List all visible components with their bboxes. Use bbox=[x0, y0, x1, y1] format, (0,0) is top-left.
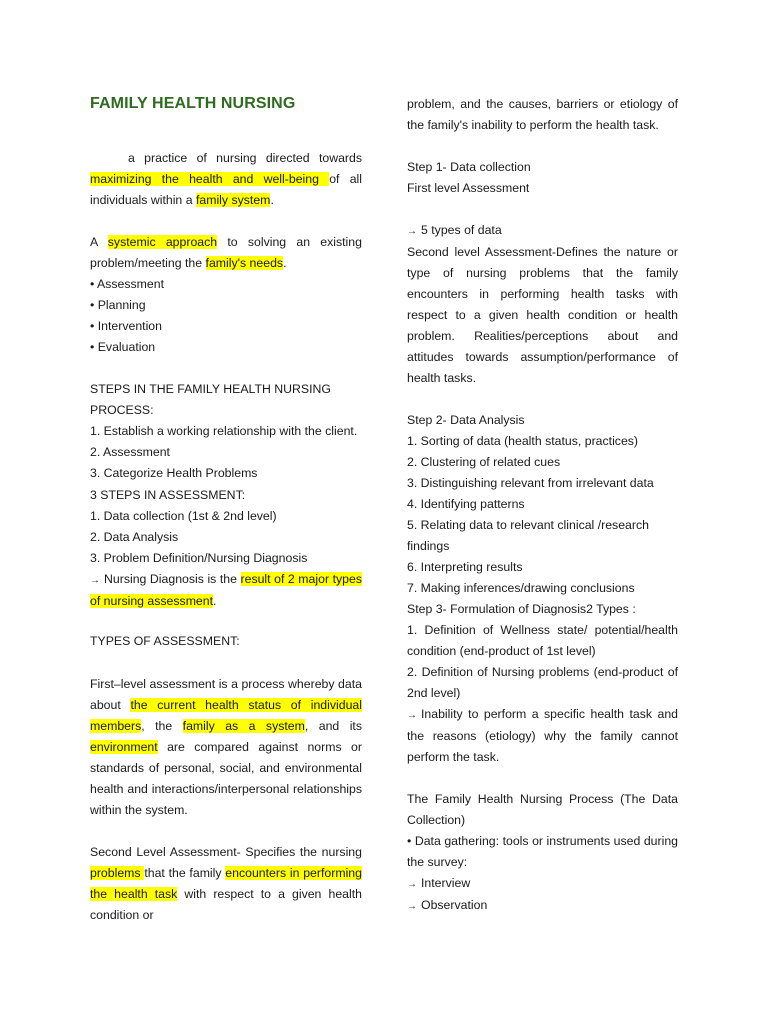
page-title: FAMILY HEALTH NURSING bbox=[90, 95, 296, 112]
list-item: 2. Definition of Nursing problems (end-product of 2nd level) bbox=[407, 665, 678, 700]
list-item: 7. Making inferences/drawing conclusions bbox=[407, 581, 635, 595]
second-level-paragraph: Second Level Assessment- Specifies the nursing problems that the family encounters in performing the health task with respect to a given health condition or bbox=[90, 845, 362, 922]
list-item: 2. Clustering of related cues bbox=[407, 455, 561, 469]
highlight: systemic approach bbox=[107, 235, 218, 249]
nursing-diagnosis-note: → Nursing Diagnosis is the result of 2 major types of nursing assessment. bbox=[90, 572, 362, 608]
step-title: Step 2- Data Analysis bbox=[407, 413, 525, 427]
definition-paragraph: a practice of nursing directed towards maximizing the health and well-being of all individuals within a family system. bbox=[90, 151, 363, 207]
highlight: the current health status of individual members bbox=[90, 698, 362, 733]
list-item: → Observation bbox=[407, 898, 488, 912]
list-item: 5. Relating data to relevant clinical /research findings bbox=[407, 518, 649, 553]
highlight: family system bbox=[195, 193, 271, 207]
highlight: maximizing the health and well-being bbox=[90, 172, 330, 186]
arrow-icon: → bbox=[407, 226, 417, 237]
section-heading: TYPES OF ASSESSMENT: bbox=[90, 634, 240, 648]
highlight: problems bbox=[90, 866, 145, 880]
list-item: • Assessment bbox=[90, 277, 165, 291]
list-item: 1. Establish a working relationship with the client. bbox=[90, 424, 358, 438]
list-item: 2. Assessment bbox=[90, 445, 170, 459]
arrow-icon: → bbox=[407, 879, 417, 890]
process-bullet-list bbox=[90, 274, 362, 358]
step-subtitle: First level Assessment bbox=[407, 181, 530, 195]
second-level-definition: Second level Assessment-Defines the nature or type of nursing problems that the family encounters in performing health tasks with respect to a given health condition or health problem. Realities/perceptions about and attitudes towards assumption/performance of health tasks. bbox=[407, 245, 678, 385]
list-item: • Evaluation bbox=[90, 340, 156, 354]
first-level-paragraph: First–level assessment is a process whereby data about the current health status of individual members, the family as a system, and its environment are compared against norms or standards of personal, social, and environmental health and interactions/interpersonal relationships within the system. bbox=[90, 677, 362, 817]
section-heading: 3 STEPS IN ASSESSMENT: bbox=[90, 488, 246, 502]
arrow-icon: → bbox=[90, 575, 100, 586]
list-item: • Data gathering: tools or instruments used during the survey: bbox=[407, 834, 678, 869]
list-item: 6. Interpreting results bbox=[407, 560, 523, 574]
highlight: family's needs bbox=[205, 256, 284, 270]
step1-section bbox=[407, 157, 678, 199]
highlight: environment bbox=[90, 740, 158, 754]
step-title: Step 1- Data collection bbox=[407, 160, 531, 174]
inability-note: → Inability to perform a specific health task and the reasons (etiology) why the family cannot perform the task. bbox=[407, 707, 678, 764]
list-item: 2. Data Analysis bbox=[90, 530, 179, 544]
section-heading: STEPS IN THE FAMILY HEALTH NURSING PROCESS: bbox=[90, 382, 331, 417]
section-heading: The Family Health Nursing Process (The Data Collection) bbox=[407, 792, 678, 827]
approach-paragraph: A systemic approach to solving an existing problem/meeting the family's needs. bbox=[90, 235, 362, 270]
list-item: 3. Categorize Health Problems bbox=[90, 466, 258, 480]
list-item: → 5 types of data bbox=[407, 223, 502, 237]
step3-section bbox=[407, 599, 678, 768]
steps-section bbox=[90, 379, 370, 484]
list-item: 4. Identifying patterns bbox=[407, 497, 525, 511]
list-item: • Planning bbox=[90, 298, 146, 312]
list-item: 3. Distinguishing relevant from irrelevant data bbox=[407, 476, 654, 490]
step-title: Step 3- Formulation of Diagnosis2 Types : bbox=[407, 602, 636, 616]
list-item: • Intervention bbox=[90, 319, 162, 333]
highlight: family as a system bbox=[182, 719, 305, 733]
assessment-steps-section bbox=[90, 485, 362, 612]
process-section bbox=[407, 789, 678, 917]
list-item: 3. Problem Definition/Nursing Diagnosis bbox=[90, 551, 308, 565]
data-types-section bbox=[407, 220, 678, 389]
highlight: encounters in performing the health task bbox=[90, 866, 362, 901]
arrow-icon: → bbox=[407, 901, 417, 912]
list-item: → Interview bbox=[407, 876, 471, 890]
continued-paragraph: problem, and the causes, barriers or etiology of the family's inability to perform the health task. bbox=[407, 97, 678, 132]
list-item: 1. Definition of Wellness state/ potential/health condition (end-product of 1st level) bbox=[407, 623, 678, 658]
list-item: 1. Sorting of data (health status, practices) bbox=[407, 434, 639, 448]
highlight: result of 2 major types of nursing assessment bbox=[90, 572, 362, 608]
step2-section bbox=[407, 410, 687, 599]
arrow-icon: → bbox=[407, 710, 417, 721]
list-item: 1. Data collection (1st & 2nd level) bbox=[90, 509, 277, 523]
